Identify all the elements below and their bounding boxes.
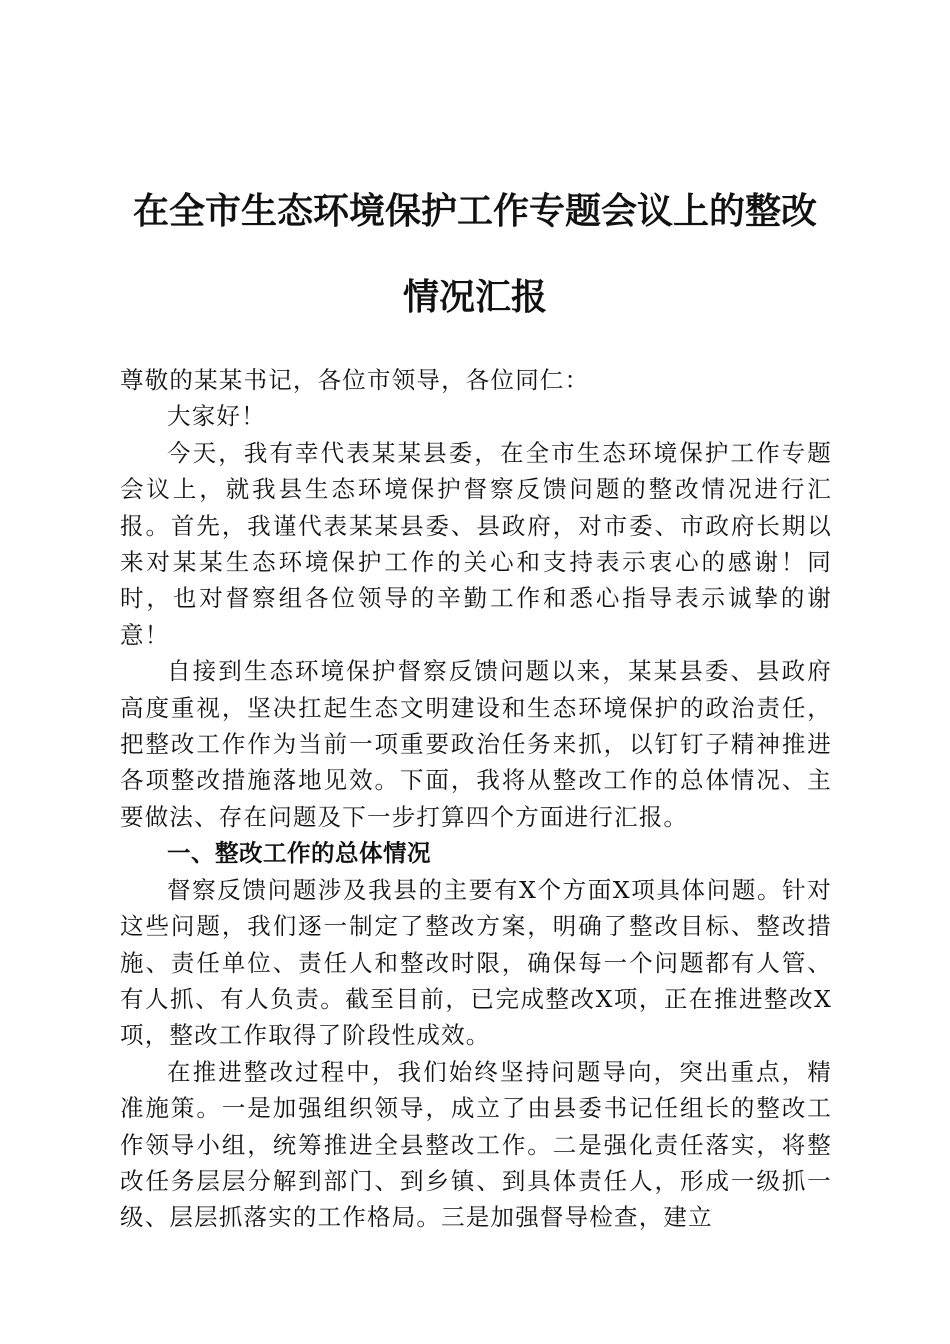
overview-paragraph: 自接到生态环境保护督察反馈问题以来，某某县委、县政府高度重视，坚决扛起生态文明建设和生态环境保护的政治责任，把整改工作作为当前一项重要政治任务来抓，以钉钉子精神推进各项整改措施落地见效。下面，我将从整改工作的总体情况、主要做法、存在问题及下一步打算四个方面进行汇报。 — [120, 657, 832, 831]
section-paragraph: 在推进整改过程中，我们始终坚持问题导向，突出重点，精准施策。一是加强组织领导，成立了由县委书记任组长的整改工作领导小组，统筹推进全县整改工作。二是强化责任落实，将整改任务层层分解到部门、到乡镇、到具体责任人，形成一级抓一级、层层抓落实的工作格局。三是加强督导检查，建立 — [120, 1057, 832, 1232]
document-title: 在全市生态环境保护工作专题会议上的整改情况汇报 — [132, 190, 817, 318]
document-body — [120, 362, 832, 1236]
intro-paragraph: 今天，我有幸代表某某县委，在全市生态环境保护工作专题会议上，就我县生态环境保护督察反馈问题的整改情况进行汇报。首先，我谨代表某某县委、县政府，对市委、市政府长期以来对某某生态环境保护工作的关心和支持表示衷心的感谢！同时，也对督察组各位领导的辛勤工作和悉心指导表示诚挚的谢意！ — [120, 438, 832, 649]
section-paragraph: 督察反馈问题涉及我县的主要有X个方面X项具体问题。针对这些问题，我们逐一制定了整改方案，明确了整改目标、整改措施、责任单位、责任人和整改时限，确保每一个问题都有人管、有人抓、有人负责。截至目前，已完成整改X项，正在推进整改X项，整改工作取得了阶段性成效。 — [120, 875, 832, 1050]
section-heading: 一、整改工作的总体情况 — [167, 839, 431, 868]
greeting: 大家好！ — [167, 402, 266, 431]
salutation: 尊敬的某某书记，各位市领导，各位同仁： — [120, 366, 590, 394]
